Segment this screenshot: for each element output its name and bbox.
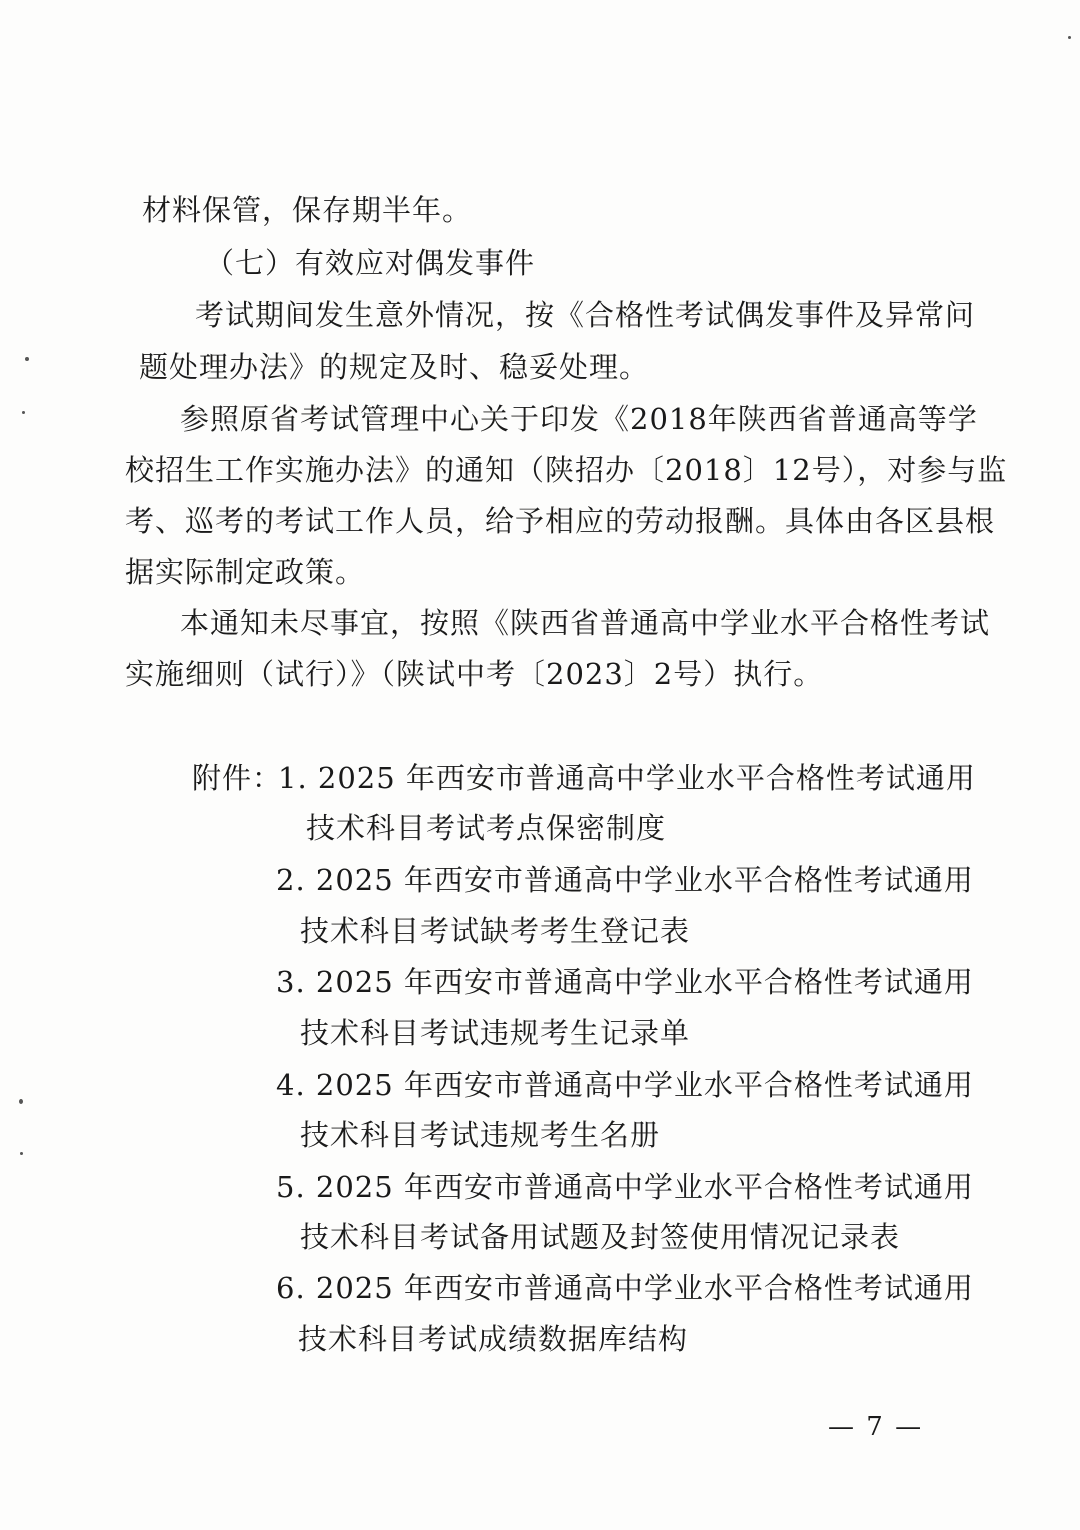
section-heading: （七）有效应对偶发事件	[205, 246, 536, 280]
scan-speck	[22, 411, 25, 414]
text-line: 实施细则（试行）》（陕试中考〔2023〕2号）执行。	[125, 657, 824, 691]
text-line: 考、巡考的考试工作人员，给予相应的劳动报酬。具体由各区县根	[125, 504, 996, 538]
attachment-item-title: 4. 2025 年西安市普通高中学业水平合格性考试通用	[276, 1068, 974, 1102]
text-line: 考试期间发生意外情况，按《合格性考试偶发事件及异常问	[195, 298, 976, 332]
attachment-item-title: 技术科目考试缺考考生登记表	[300, 914, 691, 948]
attachment-item-title: 5. 2025 年西安市普通高中学业水平合格性考试通用	[276, 1170, 974, 1204]
attachment-item-title: 6. 2025 年西安市普通高中学业水平合格性考试通用	[276, 1271, 974, 1305]
scan-speck	[25, 357, 29, 361]
attachment-item-title: 技术科目考试备用试题及封签使用情况记录表	[300, 1220, 901, 1254]
text-line: 参照原省考试管理中心关于印发《2018年陕西省普通高等学	[180, 402, 978, 436]
scan-speck	[20, 1152, 23, 1155]
scan-speck	[19, 1099, 23, 1104]
text-line: 材料保管，保存期半年。	[142, 193, 473, 227]
text-line: 本通知未尽事宜，按照《陕西省普通高中学业水平合格性考试	[180, 606, 991, 640]
attachment-item-title: 技术科目考试违规考生记录单	[300, 1016, 691, 1050]
attachment-item-title: 技术科目考试考点保密制度	[306, 811, 667, 845]
text-line: 题处理办法》的规定及时、稳妥处理。	[139, 350, 650, 384]
attachment-item-title: 技术科目考试违规考生名册	[300, 1118, 661, 1152]
scan-speck	[1068, 36, 1071, 39]
attachment-item-title: 技术科目考试成绩数据库结构	[298, 1322, 689, 1356]
page-number: — 7 —	[828, 1412, 924, 1442]
attachment-item-title: 3. 2025 年西安市普通高中学业水平合格性考试通用	[276, 965, 974, 999]
attachment-item-title: 1. 2025 年西安市普通高中学业水平合格性考试通用	[278, 761, 976, 795]
attachments-label: 附件：	[192, 761, 283, 795]
attachment-item-title: 2. 2025 年西安市普通高中学业水平合格性考试通用	[276, 863, 974, 897]
text-line: 校招生工作实施办法》的通知（陕招办〔2018〕12号），对参与监	[125, 453, 1008, 487]
text-line: 据实际制定政策。	[125, 555, 366, 589]
